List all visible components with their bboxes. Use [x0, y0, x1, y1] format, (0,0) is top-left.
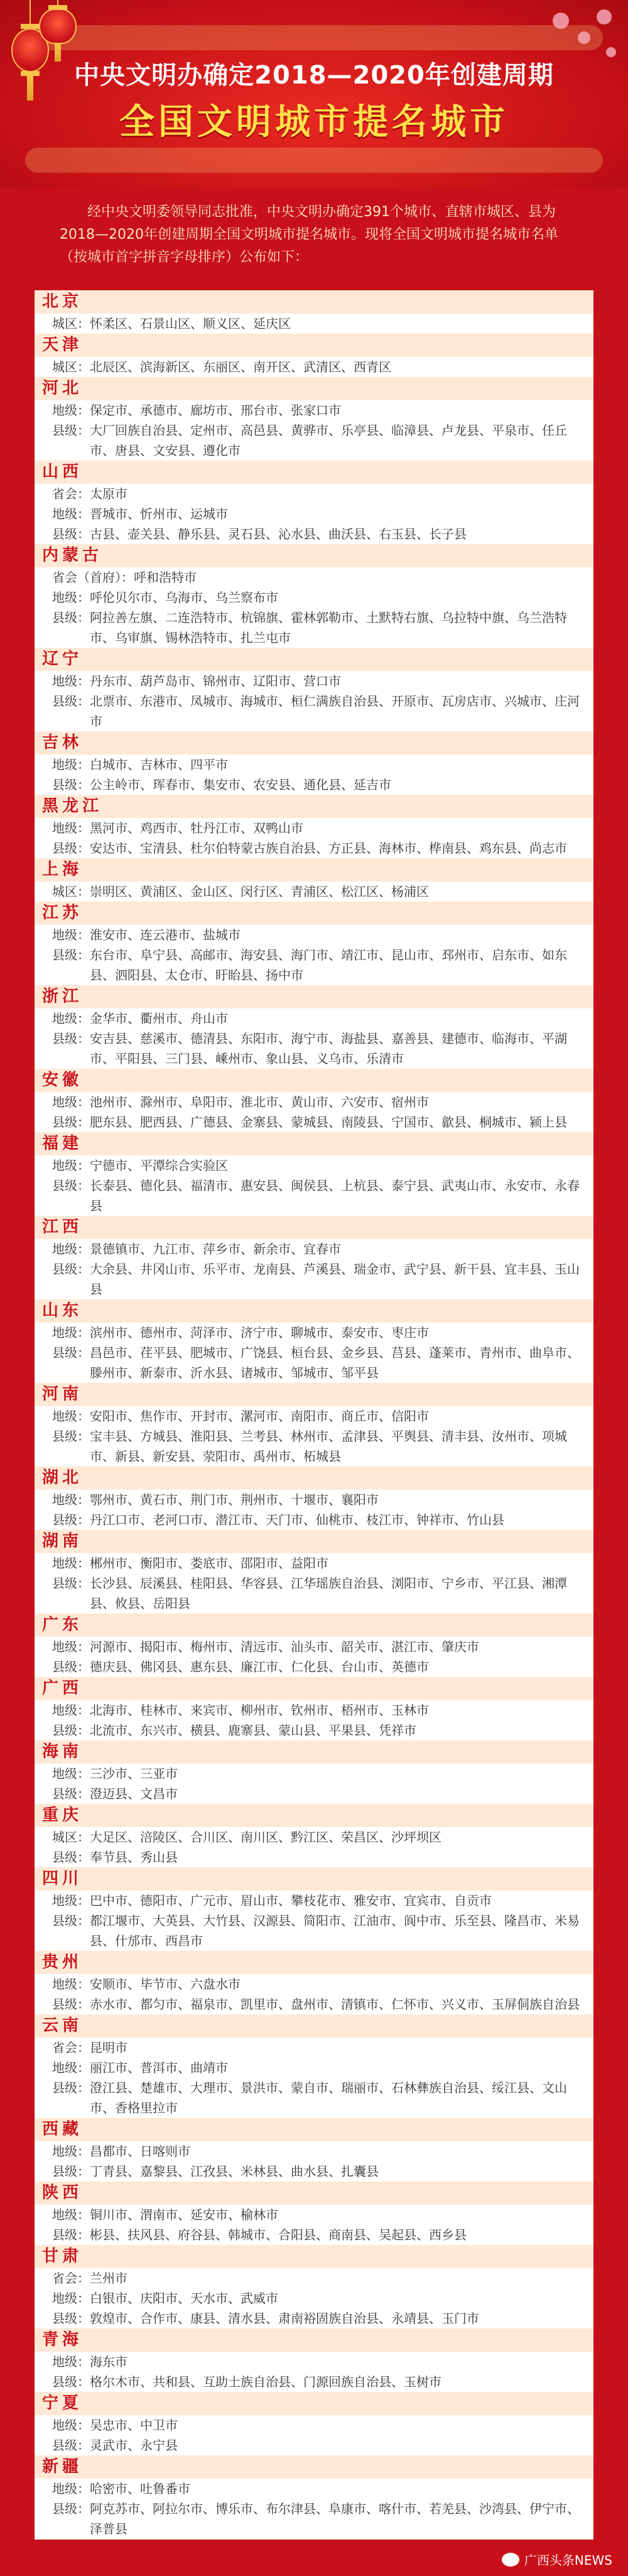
city-names: 崇明区、黄浦区、金山区、闵行区、青浦区、松江区、杨浦区 [90, 884, 429, 899]
city-names: 大厂回族自治县、定州市、高邑县、黄骅市、乐亭县、临漳县、卢龙县、平泉市、任丘市、唐县、文安县、遵化市 [90, 423, 567, 458]
province-name: 福建 [35, 1132, 593, 1155]
city-names: 郴州市、衡阳市、娄底市、邵阳市、益阳市 [90, 1556, 328, 1571]
province-section [35, 290, 593, 334]
level-label: 城区： [52, 359, 90, 374]
city-row [35, 2038, 593, 2058]
province-section [35, 1466, 593, 1530]
city-row [35, 2415, 593, 2435]
province-name: 吉林 [35, 731, 593, 755]
city-row [35, 1784, 593, 1804]
watermark-text: 广西头条NEWS [524, 2553, 612, 2568]
city-names: 安顺市、毕节市、六盘水市 [90, 1977, 241, 1992]
province-section [35, 1951, 593, 2014]
city-row [35, 1827, 593, 1847]
city-row [35, 1994, 593, 2014]
city-row [35, 1323, 593, 1343]
city-row [35, 1891, 593, 1911]
cloud-decoration [25, 25, 603, 50]
province-section [35, 2392, 593, 2455]
city-row [35, 1343, 593, 1383]
city-row [35, 2308, 593, 2328]
level-label: 县级： [52, 1178, 90, 1193]
city-row [35, 1406, 593, 1426]
province-name: 重庆 [35, 1804, 593, 1827]
city-row [35, 2078, 593, 2118]
province-section [35, 2455, 593, 2539]
level-label: 省会： [52, 2271, 90, 2286]
province-name: 广西 [35, 1677, 593, 1700]
city-row [35, 1720, 593, 1740]
city-row [35, 1764, 593, 1784]
city-row [35, 1176, 593, 1216]
city-row [35, 587, 593, 608]
city-names: 哈密市、吐鲁番市 [90, 2481, 190, 2496]
province-name: 北京 [35, 290, 593, 314]
province-name: 河北 [35, 377, 593, 400]
province-section [35, 731, 593, 795]
province-name: 新疆 [35, 2455, 593, 2479]
city-row [35, 1155, 593, 1176]
province-name: 陕西 [35, 2181, 593, 2205]
province-section [35, 1383, 593, 1466]
province-section [35, 795, 593, 858]
blossom-icon [553, 13, 569, 29]
city-names: 昌都市、日喀则市 [90, 2144, 190, 2159]
city-names: 都江堰市、大英县、大竹县、汉源县、简阳市、江油市、阆中市、乐至县、隆昌市、米易县、什邡市、西昌市 [90, 1913, 580, 1948]
city-names: 北票市、东港市、凤城市、海城市、桓仁满族自治县、开原市、瓦房店市、兴城市、庄河市 [90, 694, 580, 729]
city-names: 太原市 [90, 486, 127, 501]
province-name: 云南 [35, 2014, 593, 2038]
city-names: 保定市、承德市、廊坊市、邢台市、张家口市 [90, 403, 341, 418]
city-row [35, 2435, 593, 2455]
city-row [35, 1573, 593, 1613]
level-label: 省会： [52, 486, 90, 501]
city-row [35, 420, 593, 461]
province-section [35, 544, 593, 648]
level-label: 地级： [52, 2291, 90, 2306]
level-label: 县级： [52, 1997, 90, 2012]
city-row [35, 608, 593, 648]
province-name: 湖南 [35, 1530, 593, 1553]
city-names: 鄂州市、黄石市、荆门市、荆州市、十堰市、襄阳市 [90, 1492, 379, 1507]
city-names: 呼和浩特市 [134, 570, 197, 585]
level-label: 县级： [52, 1850, 90, 1865]
city-row [35, 1239, 593, 1259]
city-names: 彬县、扶风县、府谷县、韩城市、合阳县、商南县、吴起县、西乡县 [90, 2227, 467, 2242]
level-label: 县级： [52, 1913, 90, 1928]
city-row [35, 945, 593, 985]
level-label: 城区： [52, 884, 90, 899]
province-section [35, 1677, 593, 1740]
level-label: 地级： [52, 1409, 90, 1424]
city-names: 奉节县、秀山县 [90, 1850, 178, 1865]
cloud-decoration [25, 148, 603, 173]
city-row [35, 1974, 593, 1994]
city-row [35, 567, 593, 587]
blossom-icon [578, 31, 590, 44]
level-label: 县级： [52, 2374, 90, 2389]
province-section [35, 1530, 593, 1613]
city-names: 东台市、阜宁县、高邮市、海安县、海门市、靖江市、昆山市、邳州市、启东市、如东县、泗阳县、太仓市、盱眙县、扬中市 [90, 947, 567, 983]
city-row [35, 2225, 593, 2245]
city-names: 灵武市、永宁县 [90, 2438, 178, 2453]
level-label: 县级： [52, 1031, 90, 1046]
province-name: 宁夏 [35, 2392, 593, 2415]
city-row [35, 818, 593, 838]
level-label: 地级： [52, 403, 90, 418]
level-label: 地级： [52, 1766, 90, 1781]
level-label: 县级： [52, 1345, 90, 1360]
province-section [35, 1069, 593, 1132]
province-section [35, 1613, 593, 1677]
city-names: 公主岭市、珲春市、集安市、农安县、通化县、延吉市 [90, 777, 391, 792]
province-name: 广东 [35, 1613, 593, 1637]
level-label: 县级： [52, 423, 90, 438]
city-names: 昌邑市、荏平县、肥城市、广饶县、桓台县、金乡县、莒县、蓬莱市、青州市、曲阜市、滕州市、新泰市、沂水县、诸城市、邹城市、邹平县 [90, 1345, 580, 1380]
province-section [35, 985, 593, 1069]
province-section [35, 1132, 593, 1216]
level-label: 县级： [52, 2164, 90, 2179]
city-row [35, 1637, 593, 1657]
watermark [502, 2550, 612, 2568]
city-row [35, 1510, 593, 1530]
city-names: 安吉县、慈溪市、德清县、东阳市、海宁市、海盐县、嘉善县、建德市、临海市、平湖市、平阳县、三门县、嵊州市、象山县、义乌市、乐清市 [90, 1031, 567, 1066]
province-name: 天津 [35, 334, 593, 357]
city-row [35, 1847, 593, 1867]
city-names: 长沙县、辰溪县、桂阳县、华容县、江华瑶族自治县、浏阳市、宁乡市、平江县、湘潭县、攸县、岳阳县 [90, 1576, 567, 1611]
province-name: 安徽 [35, 1069, 593, 1092]
level-label: 地级： [52, 2060, 90, 2075]
level-label: 县级： [52, 2501, 90, 2516]
city-names: 丁青县、嘉黎县、江孜县、米林县、曲水县、扎囊县 [90, 2164, 379, 2179]
level-label: 地级： [52, 506, 90, 521]
city-names: 滨州市、德州市、菏泽市、济宁市、聊城市、泰安市、枣庄市 [90, 1325, 429, 1340]
level-label: 地级： [52, 757, 90, 772]
city-names: 金华市、衢州市、舟山市 [90, 1011, 228, 1026]
city-names: 淮安市、连云港市、盐城市 [90, 927, 241, 942]
level-label: 地级： [52, 927, 90, 942]
city-names: 巴中市、德阳市、广元市、眉山市、攀枝花市、雅安市、宜宾市、自贡市 [90, 1893, 492, 1908]
province-name: 湖北 [35, 1466, 593, 1490]
city-list-panel [35, 290, 593, 2540]
city-row [35, 2479, 593, 2499]
level-label: 地级： [52, 1893, 90, 1908]
level-label: 地级： [52, 2207, 90, 2222]
level-label: 地级： [52, 1492, 90, 1507]
province-name: 青海 [35, 2328, 593, 2352]
province-name: 江苏 [35, 902, 593, 925]
level-label: 地级： [52, 1977, 90, 1992]
city-row [35, 838, 593, 858]
city-names: 白银市、庆阳市、天水市、武威市 [90, 2291, 278, 2306]
city-names: 丹江口市、老河口市、潜江市、天门市、仙桃市、枝江市、钟祥市、竹山县 [90, 1512, 504, 1527]
title-line-1: 中央文明办确定2018—2020年创建周期 [74, 61, 554, 90]
level-label: 地级： [52, 1011, 90, 1026]
level-label: 县级： [52, 2227, 90, 2242]
level-label: 地级： [52, 1325, 90, 1340]
city-names: 兰州市 [90, 2271, 127, 2286]
level-label: 县级： [52, 1512, 90, 1527]
province-name: 甘肃 [35, 2245, 593, 2268]
city-names: 阿拉善左旗、二连浩特市、杭锦旗、霍林郭勒市、土默特右旗、乌拉特中旗、乌兰浩特市、乌审旗、锡林浩特市、扎兰屯市 [90, 610, 567, 645]
province-section [35, 461, 593, 544]
city-row [35, 2352, 593, 2372]
city-row [35, 1029, 593, 1069]
city-row [35, 2288, 593, 2308]
city-row [35, 1700, 593, 1720]
city-names: 白城市、吉林市、四平市 [90, 757, 228, 772]
province-name: 河南 [35, 1383, 593, 1406]
city-row [35, 504, 593, 524]
city-names: 黑河市、鸡西市、牡丹江市、双鸭山市 [90, 821, 303, 836]
level-label: 地级： [52, 2418, 90, 2433]
province-name: 内蒙古 [35, 544, 593, 567]
level-label: 县级： [52, 1115, 90, 1130]
province-section [35, 2118, 593, 2181]
level-label: 县级： [52, 841, 90, 856]
city-names: 肥东县、肥西县、广德县、金寨县、蒙城县、南陵县、宁国市、歙县、桐城市、颍上县 [90, 1115, 567, 1130]
level-label: 县级： [52, 1429, 90, 1444]
city-row [35, 2058, 593, 2078]
province-name: 山东 [35, 1299, 593, 1323]
city-row [35, 1008, 593, 1029]
city-row [35, 2205, 593, 2225]
province-section [35, 1804, 593, 1867]
province-section [35, 377, 593, 461]
city-row [35, 691, 593, 731]
province-name: 四川 [35, 1867, 593, 1891]
province-section [35, 2014, 593, 2118]
province-section [35, 2328, 593, 2392]
city-names: 长泰县、德化县、福清市、惠安县、闽侯县、上杭县、泰宁县、武夷山市、永安市、永春县 [90, 1178, 580, 1213]
level-label: 县级： [52, 1659, 90, 1674]
city-names: 澄迈县、文昌市 [90, 1786, 178, 1801]
city-row [35, 484, 593, 504]
province-section [35, 902, 593, 985]
city-row [35, 400, 593, 420]
level-label: 地级： [52, 1094, 90, 1110]
level-label: 县级： [52, 527, 90, 542]
level-label: 县级： [52, 610, 90, 625]
title-line-2: 全国文明城市提名城市 [119, 102, 509, 143]
city-names: 敦煌市、合作市、康县、清水县、肃南裕固族自治县、永靖县、玉门市 [90, 2311, 479, 2326]
city-row [35, 1553, 593, 1573]
province-name: 西藏 [35, 2118, 593, 2141]
city-row [35, 755, 593, 775]
city-names: 德庆县、佛冈县、惠东县、廉江市、仁化县、台山市、英德市 [90, 1659, 429, 1674]
intro-text: 经中央文明委领导同志批准，中央文明办确定391个城市、直辖市城区、县为2018—2020年创建周期全国文明城市提名城市。现将全国文明城市提名城市名单（按城市首字拼音字母排序）公布如下： [60, 204, 558, 265]
city-names: 古县、壶关县、静乐县、灵石县、沁水县、曲沃县、右玉县、长子县 [90, 527, 467, 542]
level-label: 地级： [52, 2481, 90, 2496]
city-names: 安达市、宝清县、杜尔伯特蒙古族自治县、方正县、海林市、桦南县、鸡东县、尚志市 [90, 841, 567, 856]
city-names: 澄江县、楚雄市、大理市、景洪市、蒙自市、瑞丽市、石林彝族自治县、绥江县、文山市、香格里拉市 [90, 2080, 567, 2115]
city-names: 怀柔区、石景山区、顺义区、延庆区 [90, 316, 291, 331]
city-names: 大足区、涪陵区、合川区、南川区、黔江区、荣昌区、沙坪坝区 [90, 1830, 441, 1845]
city-names: 吴忠市、中卫市 [90, 2418, 178, 2433]
province-section [35, 1216, 593, 1299]
level-label: 地级： [52, 674, 90, 689]
header-banner [0, 0, 628, 188]
province-name: 黑龙江 [35, 795, 593, 818]
city-names: 北辰区、滨海新区、东丽区、南开区、武清区、西青区 [90, 359, 391, 374]
city-names: 格尔木市、共和县、互助土族自治县、门源回族自治县、玉树市 [90, 2374, 441, 2389]
level-label: 地级： [52, 1556, 90, 1571]
city-row [35, 2499, 593, 2539]
city-row [35, 2372, 593, 2392]
city-names: 三沙市、三亚市 [90, 1766, 178, 1781]
level-label: 省会： [52, 2040, 90, 2055]
level-label: 县级： [52, 1262, 90, 1277]
city-names: 铜川市、渭南市、延安市、榆林市 [90, 2207, 278, 2222]
city-names: 河源市、揭阳市、梅州市、清远市、汕头市、韶关市、湛江市、肇庆市 [90, 1639, 479, 1654]
level-label: 地级： [52, 821, 90, 836]
city-row [35, 2161, 593, 2181]
city-row [35, 1092, 593, 1112]
province-section [35, 1740, 593, 1804]
level-label: 城区： [52, 1830, 90, 1845]
level-label: 城区： [52, 316, 90, 331]
city-row [35, 1426, 593, 1466]
city-row [35, 925, 593, 945]
city-names: 池州市、滁州市、阜阳市、淮北市、黄山市、六安市、宿州市 [90, 1094, 429, 1110]
level-label: 县级： [52, 2438, 90, 2453]
city-row [35, 1259, 593, 1299]
city-names: 北海市、桂林市、来宾市、柳州市、钦州市、梧州市、玉林市 [90, 1703, 429, 1718]
level-label: 县级： [52, 2080, 90, 2095]
city-names: 赤水市、都匀市、福泉市、凯里市、盘州市、清镇市、仁怀市、兴义市、玉屏侗族自治县 [90, 1997, 580, 2012]
level-label: 县级： [52, 947, 90, 963]
level-label: 县级： [52, 777, 90, 792]
province-name: 浙江 [35, 985, 593, 1008]
city-row [35, 1657, 593, 1677]
city-row [35, 524, 593, 544]
city-names: 大余县、井冈山市、乐平市、龙南县、芦溪县、瑞金市、武宁县、新干县、宜丰县、玉山县 [90, 1262, 580, 1297]
level-label: 地级： [52, 1242, 90, 1257]
level-label: 地级： [52, 1158, 90, 1173]
level-label: 县级： [52, 694, 90, 709]
city-names: 丹东市、葫芦岛市、锦州市、辽阳市、营口市 [90, 674, 341, 689]
province-name: 上海 [35, 858, 593, 881]
city-names: 呼伦贝尔市、乌海市、乌兰察布市 [90, 590, 278, 605]
province-name: 山西 [35, 461, 593, 484]
city-row [35, 671, 593, 691]
city-row [35, 2141, 593, 2161]
province-section [35, 2245, 593, 2328]
province-section [35, 1867, 593, 1951]
level-label: 县级： [52, 1576, 90, 1591]
city-names: 宝丰县、方城县、淮阳县、兰考县、林州市、孟津县、平舆县、清丰县、汝州市、项城市、新县、新安县、荥阳市、禹州市、柘城县 [90, 1429, 567, 1464]
province-section [35, 2181, 593, 2245]
city-row [35, 1490, 593, 1510]
province-section [35, 1299, 593, 1383]
level-label: 地级： [52, 2144, 90, 2159]
intro-paragraph [60, 201, 568, 269]
city-names: 海东市 [90, 2354, 127, 2369]
blossom-icon [597, 9, 612, 25]
city-names: 丽江市、普洱市、曲靖市 [90, 2060, 228, 2075]
city-row [35, 314, 593, 334]
level-label: 地级： [52, 1703, 90, 1718]
level-label: 地级： [52, 1639, 90, 1654]
province-section [35, 858, 593, 902]
province-name: 江西 [35, 1216, 593, 1239]
city-row [35, 881, 593, 902]
level-label: 地级： [52, 2354, 90, 2369]
province-section [35, 334, 593, 377]
paw-icon [502, 2553, 519, 2567]
level-label: 县级： [52, 2311, 90, 2326]
city-row [35, 357, 593, 377]
city-names: 景德镇市、九江市、萍乡市、新余市、宜春市 [90, 1242, 341, 1257]
level-label: 县级： [52, 1786, 90, 1801]
city-row [35, 1911, 593, 1951]
city-names: 昆明市 [90, 2040, 127, 2055]
city-row [35, 1112, 593, 1132]
province-name: 海南 [35, 1740, 593, 1764]
province-name: 贵州 [35, 1951, 593, 1974]
city-names: 宁德市、平潭综合实验区 [90, 1158, 228, 1173]
city-names: 北流市、东兴市、横县、鹿寨县、蒙山县、平果县、凭祥市 [90, 1723, 416, 1738]
city-row [35, 2268, 593, 2288]
level-label: 地级： [52, 590, 90, 605]
level-label: 县级： [52, 1723, 90, 1738]
level-label: 省会（首府）： [52, 570, 134, 585]
province-name: 辽宁 [35, 648, 593, 671]
city-names: 晋城市、忻州市、运城市 [90, 506, 228, 521]
city-names: 安阳市、焦作市、开封市、漯河市、南阳市、商丘市、信阳市 [90, 1409, 429, 1424]
province-section [35, 648, 593, 731]
city-names: 阿克苏市、阿拉尔市、博乐市、布尔津县、阜康市、喀什市、若羌县、沙湾县、伊宁市、泽普县 [90, 2501, 580, 2536]
city-row [35, 775, 593, 795]
